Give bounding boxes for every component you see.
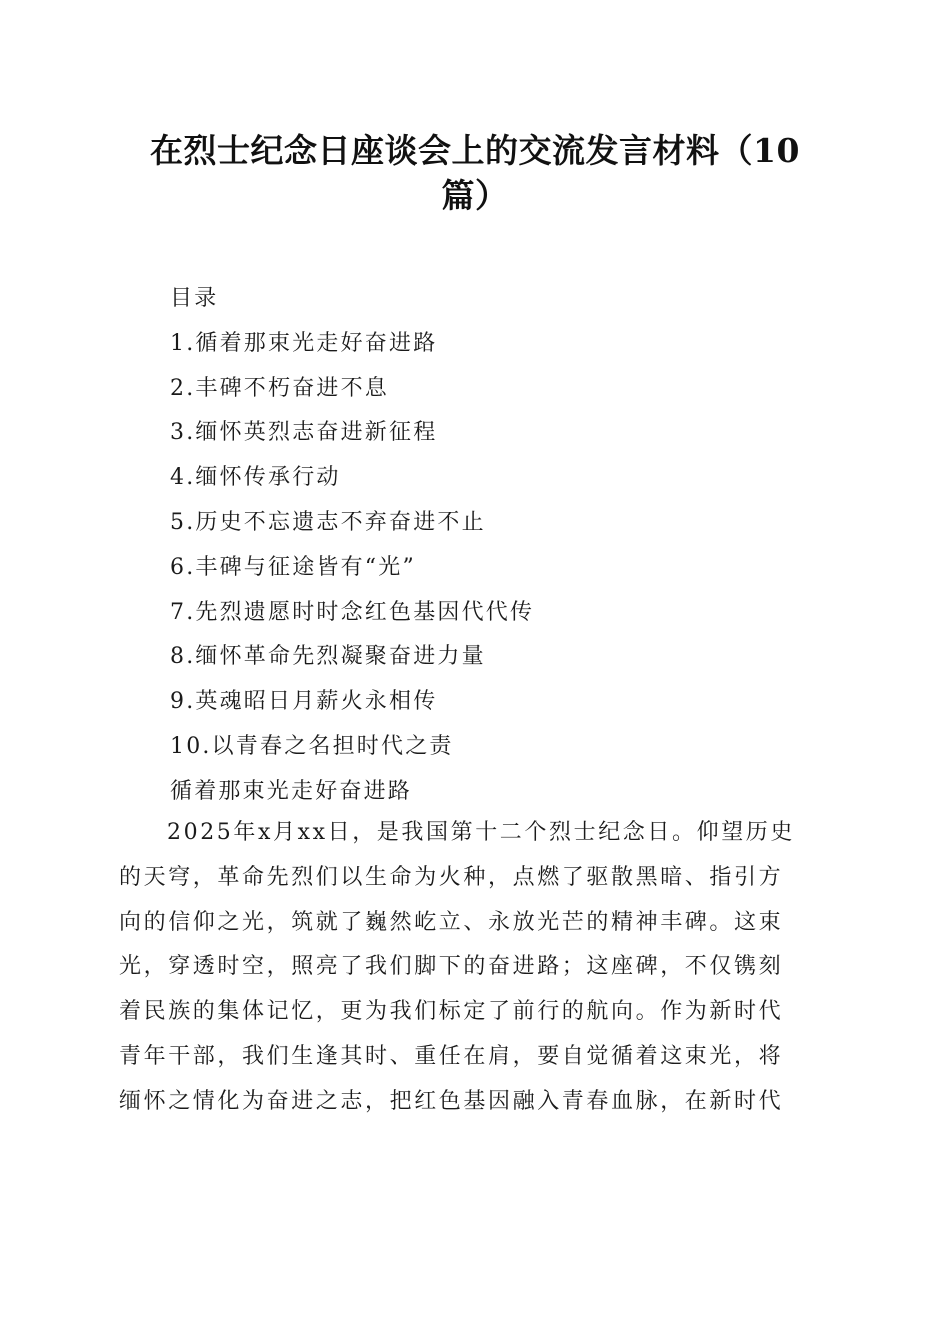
section-heading: 循着那束光走好奋进路	[170, 778, 413, 804]
body-line: 光，穿透时空，照亮了我们脚下的奋进路；这座碑，不仅镌刻	[119, 954, 784, 980]
toc-item: 8.缅怀革命先烈凝聚奋进力量	[170, 644, 486, 670]
toc-item: 4.缅怀传承行动	[170, 465, 341, 491]
toc-item: 6.丰碑与征途皆有“光”	[170, 554, 416, 580]
body-paragraph	[119, 811, 831, 1125]
toc-heading: 目录	[170, 286, 219, 311]
body-line: 2025年x月xx日，是我国第十二个烈士纪念日。仰望历史	[167, 820, 796, 845]
body-line: 青年干部，我们生逢其时、重任在肩，要自觉循着这束光，将	[119, 1043, 784, 1069]
toc-item: 1.循着那束光走好奋进路	[170, 330, 438, 356]
table-of-contents	[170, 277, 790, 815]
body-line: 着民族的集体记忆，更为我们标定了前行的航向。作为新时代	[119, 999, 784, 1025]
toc-item: 5.历史不忘遗志不弃奋进不止	[170, 509, 486, 535]
toc-item: 2.丰碑不朽奋进不息	[170, 375, 389, 401]
body-line: 的天穹，革命先烈们以生命为火种，点燃了驱散黑暗、指引方	[119, 864, 784, 890]
document-title	[120, 128, 830, 218]
title-line-1: 在烈士纪念日座谈会上的交流发言材料（10	[150, 131, 800, 170]
toc-item: 10.以青春之名担时代之责	[170, 733, 454, 759]
title-line-2: 篇）	[441, 176, 509, 215]
toc-item: 7.先烈遗愿时时念红色基因代代传	[170, 599, 535, 625]
toc-item: 3.缅怀英烈志奋进新征程	[170, 420, 438, 446]
body-line: 向的信仰之光，筑就了巍然屹立、永放光芒的精神丰碑。这束	[119, 909, 784, 935]
body-line: 缅怀之情化为奋进之志，把红色基因融入青春血脉，在新时代	[119, 1088, 784, 1114]
toc-item: 9.英魂昭日月薪火永相传	[170, 689, 438, 715]
toc-list	[170, 322, 790, 770]
